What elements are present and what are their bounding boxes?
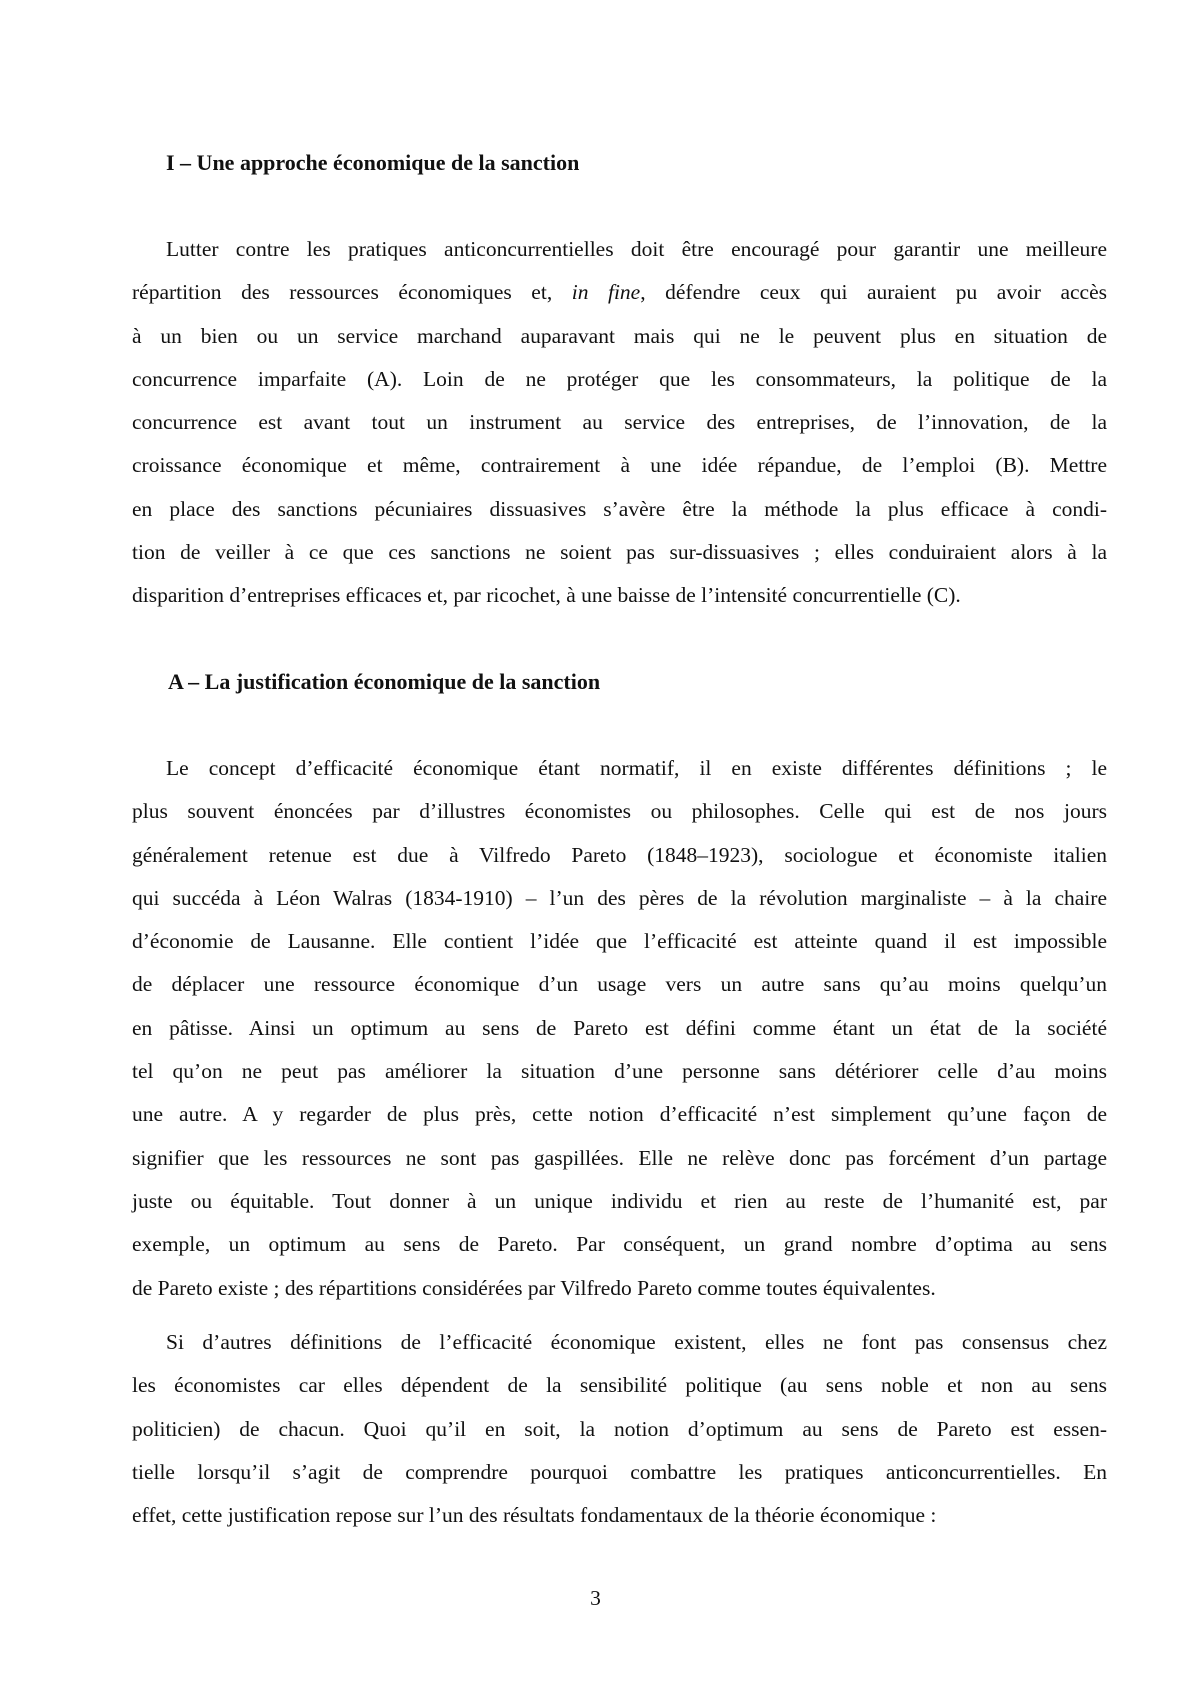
text-line: tielle lorsqu’il s’agit de comprendre pourquoi combattre les pratiques anticoncurrentielles. En	[132, 1459, 1107, 1484]
text-line: croissance économique et même, contrairement à une idée répandue, de l’emploi (B). Mettre	[132, 453, 1107, 478]
text-line: de Pareto existe ; des répartitions considérées par Vilfredo Pareto comme toutes équivalentes.	[132, 1275, 936, 1300]
text-line: concurrence imparfaite (A). Loin de ne protéger que les consommateurs, la politique de la	[132, 366, 1107, 391]
text-line: concurrence est avant tout un instrument au service des entreprises, de l’innovation, de la	[132, 410, 1107, 435]
text-line: effet, cette justification repose sur l’un des résultats fondamentaux de la théorie économique :	[132, 1503, 937, 1528]
text-line: de déplacer une ressource économique d’un usage vers un autre sans qu’au moins quelqu’un	[132, 972, 1107, 997]
text-line: en pâtisse. Ainsi un optimum au sens de Pareto est défini comme étant un état de la société	[132, 1015, 1107, 1040]
text-line: exemple, un optimum au sens de Pareto. Par conséquent, un grand nombre d’optima au sens	[132, 1232, 1107, 1257]
section-heading-1: I – Une approche économique de la sanction	[166, 150, 580, 175]
text-line: à un bien ou un service marchand auparavant mais qui ne le peuvent plus en situation de	[132, 323, 1107, 348]
text-line: une autre. A y regarder de plus près, cette notion d’efficacité n’est simplement qu’une façon de	[132, 1102, 1107, 1127]
text-line: généralement retenue est due à Vilfredo Pareto (1848–1923), sociologue et économiste italien	[132, 842, 1107, 867]
section-heading-a: A – La justification économique de la sanction	[168, 669, 601, 694]
italic-text: in fine	[571, 280, 641, 305]
text-line: tion de veiller à ce que ces sanctions ne soient pas sur-dissuasives ; elles conduiraient alors à la	[132, 540, 1107, 565]
text-line	[132, 271, 1107, 314]
paragraph-1	[132, 228, 1107, 618]
text-line: d’économie de Lausanne. Elle contient l’idée que l’efficacité est atteinte quand il est impossible	[132, 929, 1107, 954]
text-segment: , défendre ceux qui auraient pu avoir accès	[640, 280, 1107, 305]
text-line: qui succéda à Léon Walras (1834-1910) – l’un des pères de la révolution marginaliste – à la chaire	[132, 885, 1107, 910]
text-line: disparition d’entreprises efficaces et, par ricochet, à une baisse de l’intensité concurrentielle (C).	[132, 583, 961, 608]
paragraph-2	[132, 747, 1107, 1310]
text-line: signifier que les ressources ne sont pas gaspillées. Elle ne relève donc pas forcément d’un partage	[132, 1145, 1107, 1170]
text-line: politicien) de chacun. Quoi qu’il en soit, la notion d’optimum au sens de Pareto est essen-	[132, 1416, 1107, 1441]
text-line: en place des sanctions pécuniaires dissuasives s’avère être la méthode la plus efficace à condi-	[132, 496, 1107, 521]
text-line: Lutter contre les pratiques anticoncurrentielles doit être encouragé pour garantir une meilleure	[166, 237, 1107, 261]
text-segment: répartition des ressources économiques et,	[132, 280, 572, 305]
page-number: 3	[590, 1586, 601, 1610]
text-line: les économistes car elles dépendent de la sensibilité politique (au sens noble et non au sens	[132, 1373, 1107, 1398]
text-line: Si d’autres définitions de l’efficacité économique existent, elles ne font pas consensus chez	[166, 1330, 1107, 1354]
paragraph-3	[132, 1321, 1107, 1537]
text-line: plus souvent énoncées par d’illustres économistes ou philosophes. Celle qui est de nos jours	[132, 799, 1107, 824]
text-line: tel qu’on ne peut pas améliorer la situation d’une personne sans détériorer celle d’au moins	[132, 1059, 1107, 1084]
text-line: Le concept d’efficacité économique étant normatif, il en existe différentes définitions ; le	[166, 756, 1107, 780]
text-line: juste ou équitable. Tout donner à un unique individu et rien au reste de l’humanité est, par	[132, 1188, 1107, 1213]
